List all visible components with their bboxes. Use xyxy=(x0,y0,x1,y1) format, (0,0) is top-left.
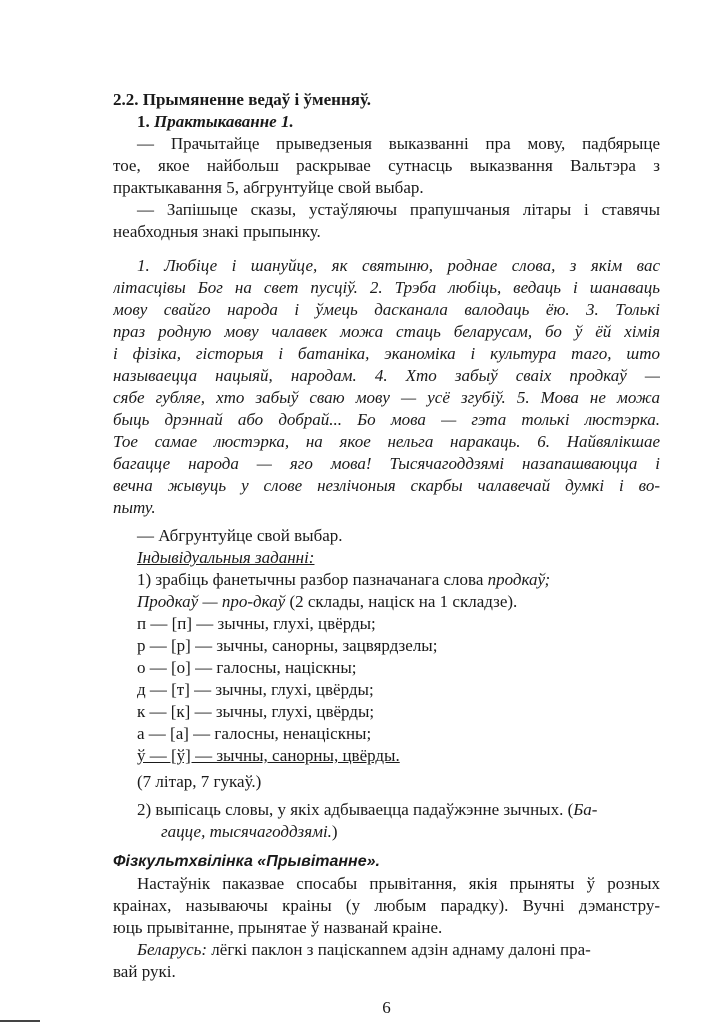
exercise-number: 1. xyxy=(137,112,150,131)
page-number: 6 xyxy=(382,998,391,1017)
phonetic-row: к — [к] — зычны, глухі, цвёрды; xyxy=(137,702,375,721)
example-line: літасцівы Бог на свет пусціў. 2. Трэба любіць, ведаць і шанаваць xyxy=(113,278,660,297)
phonetic-row: д — [т] — зычны, глухі, цвёрды; xyxy=(137,680,374,699)
section-title: 2.2. Прымяненне ведаў і ўменняў. xyxy=(113,90,371,109)
belarus-text: лёгкі паклон з паціскannем адзін аднаму далоні пра- xyxy=(207,940,591,959)
page-edge-line xyxy=(0,1020,40,1022)
fizk-heading: Фізкультхвілінка «Прывітанне». xyxy=(113,853,380,870)
document-page xyxy=(113,89,660,1019)
example-line: называецца нацыяй, народам. 4. Хто забыў сваіх продкаў — xyxy=(113,366,660,385)
belarus-line-2: вай рукі. xyxy=(113,962,176,981)
fizk-line: юць прывітанне, прынятае ў названай краіне. xyxy=(113,918,443,937)
fizk-line: краінах, называючы краіны (у любым парадку). Вучні дэманстру- xyxy=(113,896,660,915)
example-line: і фізіка, гісторыя і батаніка, эканоміка і культура таго, што xyxy=(113,344,660,363)
summary: (7 літар, 7 гукаў.) xyxy=(137,772,262,791)
example-line: 1. Любіце і шануйце, як святыню, роднае слова, з якім вас xyxy=(137,256,660,275)
item-2-end: ) xyxy=(331,822,338,841)
exercise-title: Практыкаванне 1. xyxy=(154,112,294,131)
item-2-words: гацце, тысячагоддзямі. xyxy=(161,822,332,841)
task-line: практыкавання 5, абгрунтуйце свой выбар. xyxy=(113,178,424,197)
example-line: быць дрэннай або добрай... Бо мова — гэта толькі люстэрка. xyxy=(113,410,660,429)
task-line: неабходныя знакі прыпынку. xyxy=(113,222,321,241)
item-1-word: продкаў; xyxy=(487,570,551,589)
example-line: Тое самае люстэрка, на якое нельга наракаць. 6. Найвялікшае xyxy=(113,432,660,451)
item-2-italic: Ба- xyxy=(573,800,598,819)
task-line: тое, якое найбольш раскрывае сутнасць выказвання Вальтэра з xyxy=(113,156,660,175)
example-line: багацце народа — яго мова! Тысячагоддзямі назапашваюцца і xyxy=(113,454,660,473)
example-line: праз родную мову чалавек можа стаць беларусам, бо ў ёй хімія xyxy=(113,322,660,341)
phonetic-row: р — [р] — зычны, санорны, зацвярдзелы; xyxy=(137,636,438,655)
belarus-line xyxy=(113,939,660,961)
fizk-line: Настаўнік паказвае спосабы прывітання, якія прыняты ў розных xyxy=(137,874,660,893)
individual-heading: Індывідуальныя заданні: xyxy=(137,548,315,567)
item-1-text: 1) зрабіць фанетычны разбор пазначанага слова xyxy=(137,570,488,589)
item-1 xyxy=(113,569,660,591)
item-2-text: 2) выпісаць словы, у якіх адбываецца падаўжэнне зычных. ( xyxy=(137,800,574,819)
phonetic-row: п — [п] — зычны, глухі, цвёрды; xyxy=(137,614,376,633)
example-line: мову свайго народа і ўмець дасканала валодаць ёю. 3. Толькі xyxy=(113,300,660,319)
example-line: сябе губляе, хто забыў сваю мову — усё згубіў. 5. Мова не можа xyxy=(113,388,660,407)
example-line: вечна жывуць у слове незлічоныя скарбы чалавечай думкі і во- xyxy=(113,476,660,495)
phonetic-row: о — [о] — галосны, націскны; xyxy=(137,658,357,677)
task-line: — Запішыце сказы, устаўляючы прапушчаныя літары і ставячы xyxy=(137,200,660,219)
syllables-word: Продкаў — про-дкаў xyxy=(137,592,286,611)
task-line: — Прачытайце прыведзеныя выказванні пра мову, падбярыце xyxy=(137,134,660,153)
item-2-cont xyxy=(113,821,660,843)
phonetic-row: ў — [ў] — зычны, санорны, цвёрды. xyxy=(137,746,400,765)
exercise-heading xyxy=(113,111,660,133)
item-2 xyxy=(113,799,660,821)
phonetic-row: а — [а] — галосны, ненаціскны; xyxy=(137,724,372,743)
justify-task: — Абгрунтуйце свой выбар. xyxy=(137,526,343,545)
syllables xyxy=(113,591,660,613)
syllables-note: (2 склады, націск на 1 складзе). xyxy=(285,592,518,611)
belarus-label: Беларусь: xyxy=(137,940,208,959)
example-line: пыту. xyxy=(113,498,156,517)
